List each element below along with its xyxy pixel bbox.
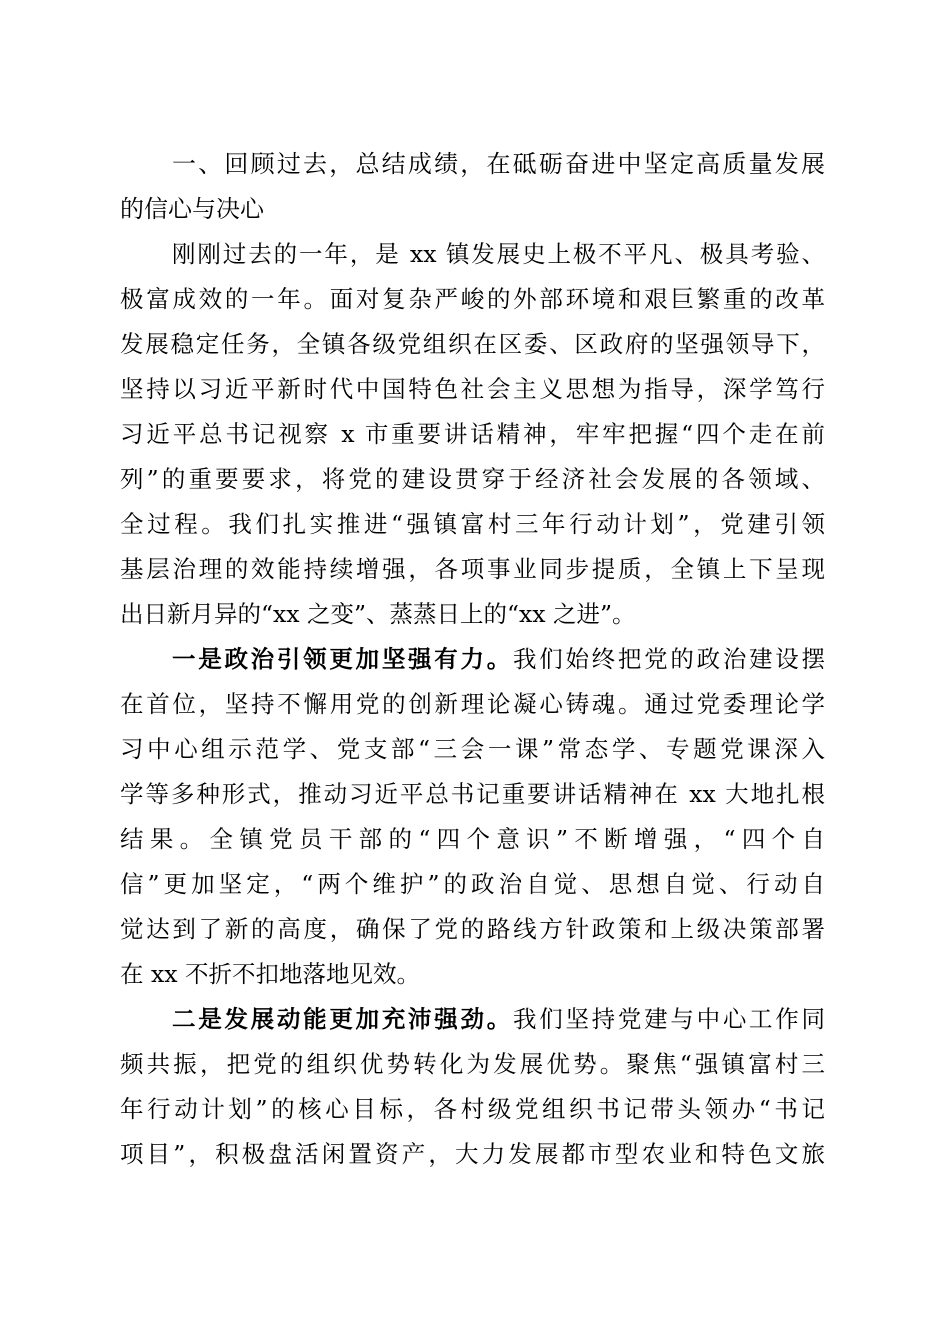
paragraph-line: 刚刚过去的一年，是 xx 镇发展史上极不平凡、极具考验、 [172,240,825,268]
paragraph-first-line [120,997,825,1042]
paragraph-line: 全过程。我们扎实推进“强镇富村三年行动计划”，党建引领 [120,510,825,538]
paragraph-development-momentum [120,997,825,1177]
paragraph-line: 觉达到了新的高度，确保了党的路线方针政策和上级决策部署 [120,915,825,943]
paragraph-first-rest: 我们坚持党建与中心工作同 [512,1005,826,1033]
paragraph-line: 发展稳定任务，全镇各级党组织在区委、区政府的坚强领导下， [120,330,825,358]
section-heading [120,142,825,232]
heading-line: 的信心与决心 [120,195,264,223]
paragraph-line: 结果。全镇党员干部的“四个意识”不断增强，“四个自 [120,825,825,853]
paragraph-line: 在首位，坚持不懈用党的创新理论凝心铸魂。通过党委理论学 [120,690,825,718]
paragraph-line: 频共振，把党的组织优势转化为发展优势。聚焦“强镇富村三 [120,1050,825,1078]
paragraph-line: 学等多种形式，推动习近平总书记重要讲话精神在 xx 大地扎根 [120,780,825,808]
paragraph-line: 列”的重要要求，将党的建设贯穿于经济社会发展的各领域、 [120,465,825,493]
paragraph-first-line [120,637,825,682]
document-page [120,142,825,1177]
paragraph-line: 习近平总书记视察 x 市重要讲话精神，牢牢把握“四个走在前 [120,420,825,448]
paragraph-line: 年行动计划”的核心目标，各村级党组织书记带头领办“书记 [120,1095,825,1123]
paragraph-political-leadership [120,637,825,997]
paragraph-line: 习中心组示范学、党支部“三会一课”常态学、专题党课深入 [120,735,825,763]
paragraph-first-rest: 我们始终把党的政治建设摆 [512,645,826,673]
heading-line: 一、回顾过去，总结成绩，在砥砺奋进中坚定高质量发展 [172,150,825,178]
paragraph-line: 信”更加坚定，“两个维护”的政治自觉、思想自觉、行动自 [120,870,825,898]
paragraph-lead: 一是政治引领更加坚强有力。 [172,645,513,673]
paragraph-line: 坚持以习近平新时代中国特色社会主义思想为指导，深学笃行 [120,375,825,403]
paragraph-line: 项目”，积极盘活闲置资产，大力发展都市型农业和特色文旅 [120,1140,825,1168]
paragraph-lead: 二是发展动能更加充沛强劲。 [172,1005,513,1033]
paragraph-line: 基层治理的效能持续增强，各项事业同步提质，全镇上下呈现 [120,555,825,583]
paragraph-review [120,232,825,637]
paragraph-line: 极富成效的一年。面对复杂严峻的外部环境和艰巨繁重的改革 [120,285,825,313]
paragraph-line: 在 xx 不折不扣地落地见效。 [120,960,420,988]
paragraph-line: 出日新月异的“xx 之变”、蒸蒸日上的“xx 之进”。 [120,600,636,628]
